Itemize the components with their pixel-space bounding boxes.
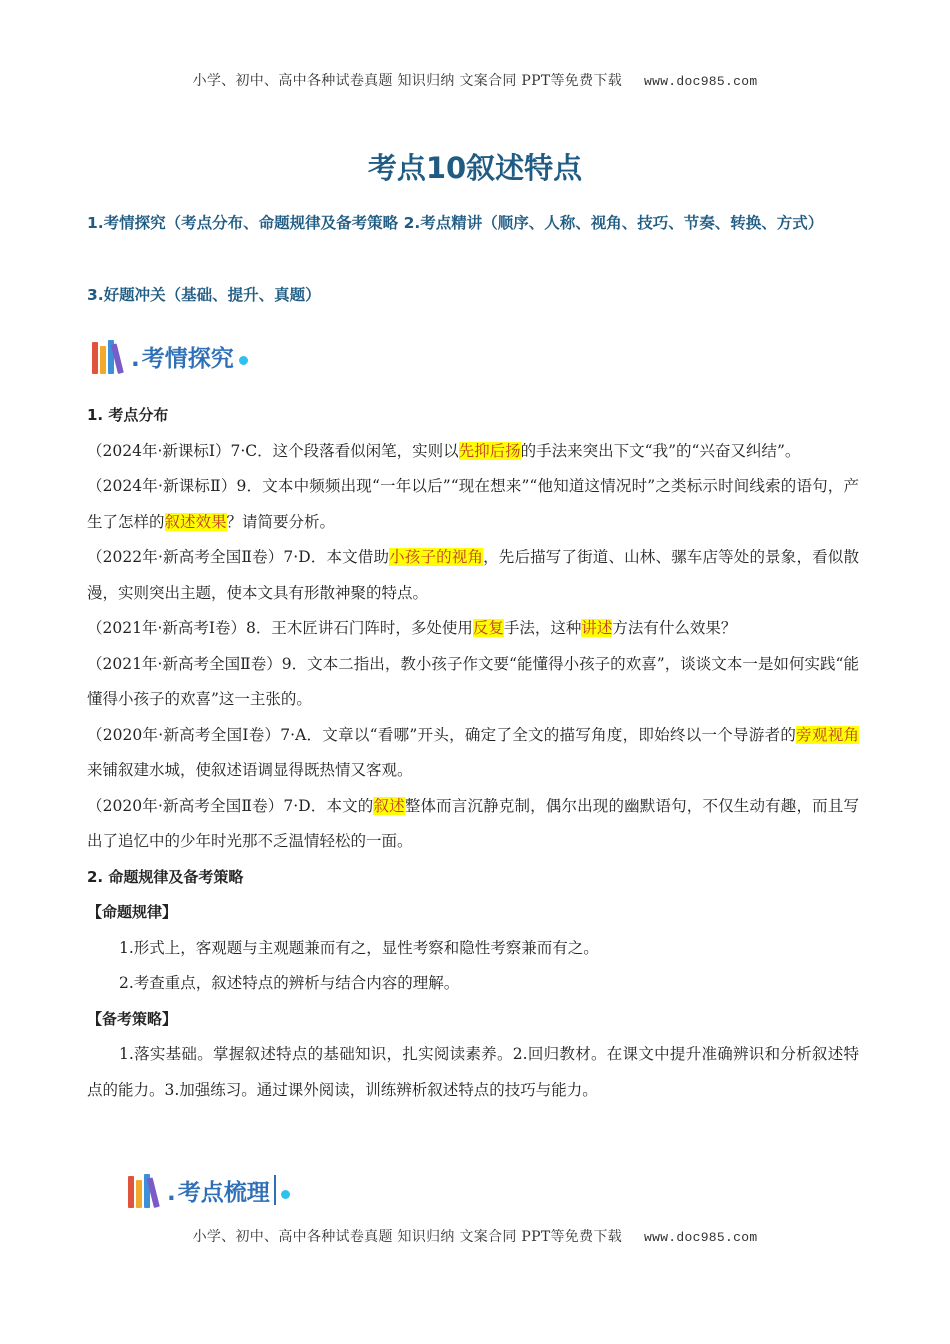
strategy-text: 1.落实基础。掌握叙述特点的基础知识，扎实阅读素养。2.回归教材。在课文中提升准确辨识和分析叙述特点的能力。3.加强练习。通过课外阅读，训练辨析叙述特点的技巧与能力。 <box>87 1045 859 1099</box>
books-icon <box>128 1172 162 1208</box>
highlight: 先抑后扬 <box>458 441 521 460</box>
footer-site[interactable]: www.doc985.com <box>644 1230 758 1245</box>
page-title: 考点10叙述特点 <box>367 151 583 185</box>
highlight: 反复 <box>472 619 504 637</box>
dot-icon <box>239 356 248 365</box>
list-item: （2020年·新高考全国Ⅱ卷）7·D．本文的叙述整体而言沉静克制，偶尔出现的幽默语句，不仅生动有趣，而且写出了追忆中的少年时光那不乏温情轻松的一面。 <box>87 796 859 850</box>
page-header <box>0 70 950 90</box>
list-item: （2020年·新高考全国Ⅰ卷）7·A．文章以“看哪”开头，确定了全文的描写角度，即始终以一个导游者的旁观视角来铺叙建水城，使叙述语调显得既热情又客观。 <box>87 725 859 779</box>
toc-line-3: 3.好题冲关（基础、提升、真题） <box>87 286 321 304</box>
rule-item: 2.考查重点，叙述特点的辨析与结合内容的理解。 <box>119 974 460 992</box>
section-1 <box>87 398 859 1108</box>
list-item: （2024年·新课标Ⅱ）9．文本中频频出现“一年以后”“现在想来”“他知道这情况时”之类标示时间线索的语句，产生了怎样的叙述效果？请简要分析。 <box>87 477 859 531</box>
banner-title: 考情探究 <box>141 345 234 372</box>
highlight: 旁观视角 <box>796 725 859 744</box>
highlight: 叙述 <box>373 796 405 815</box>
highlight: 叙述效果 <box>164 512 227 531</box>
list-item: （2022年·新高考全国Ⅱ卷）7·D．本文借助小孩子的视角，先后描写了街道、山林、骡车店等处的景象，看似散漫，实则突出主题，使本文具有形散神聚的特点。 <box>87 548 859 602</box>
footer-text: 小学、初中、高中各种试卷真题 知识归纳 文案合同 PPT等免费下载 <box>192 1229 622 1245</box>
books-icon <box>92 338 126 374</box>
toc-line-1: 1.考情探究（考点分布、命题规律及备考策略 2.考点精讲（顺序、人称、视角、技巧、节奏、转换、方式） <box>87 214 824 232</box>
rule-item: 1.形式上，客观题与主观题兼而有之，显性考察和隐性考察兼而有之。 <box>119 938 599 957</box>
rules-label: 【命题规律】 <box>87 903 178 921</box>
section-banner-kaodian: .考点梳理 <box>128 1168 290 1212</box>
section-heading: 2. 命题规律及备考策略 <box>87 867 244 886</box>
highlight: 讲述 <box>581 619 613 637</box>
section-banner-kaoqing: .考情探究 <box>92 334 248 378</box>
banner-title: 考点梳理 <box>177 1179 270 1206</box>
section-heading: 1. 考点分布 <box>87 406 169 424</box>
header-site[interactable]: www.doc985.com <box>644 74 758 89</box>
list-item: （2021年·新高考全国Ⅱ卷）9．文本二指出，教小孩子作文要“能懂得小孩子的欢喜”，谈谈文本一是如何实践“能懂得小孩子的欢喜”这一主张的。 <box>87 654 859 708</box>
list-item: （2021年·新高考Ⅰ卷）8．王木匠讲石门阵时，多处使用反复手法，这种讲述方法有什么效果？ <box>87 619 737 637</box>
highlight: 小孩子的视角 <box>389 548 484 566</box>
strategy-label: 【备考策略】 <box>87 1009 178 1028</box>
page-footer <box>0 1226 950 1246</box>
list-item: （2024年·新课标Ⅰ）7·C．这个段落看似闲笔，实则以先抑后扬的手法来突出下文“我”的“兴奋又纠结”。 <box>87 441 801 460</box>
header-text: 小学、初中、高中各种试卷真题 知识归纳 文案合同 PPT等免费下载 <box>192 73 622 89</box>
text-cursor <box>274 1175 276 1205</box>
dot-icon <box>281 1190 290 1199</box>
